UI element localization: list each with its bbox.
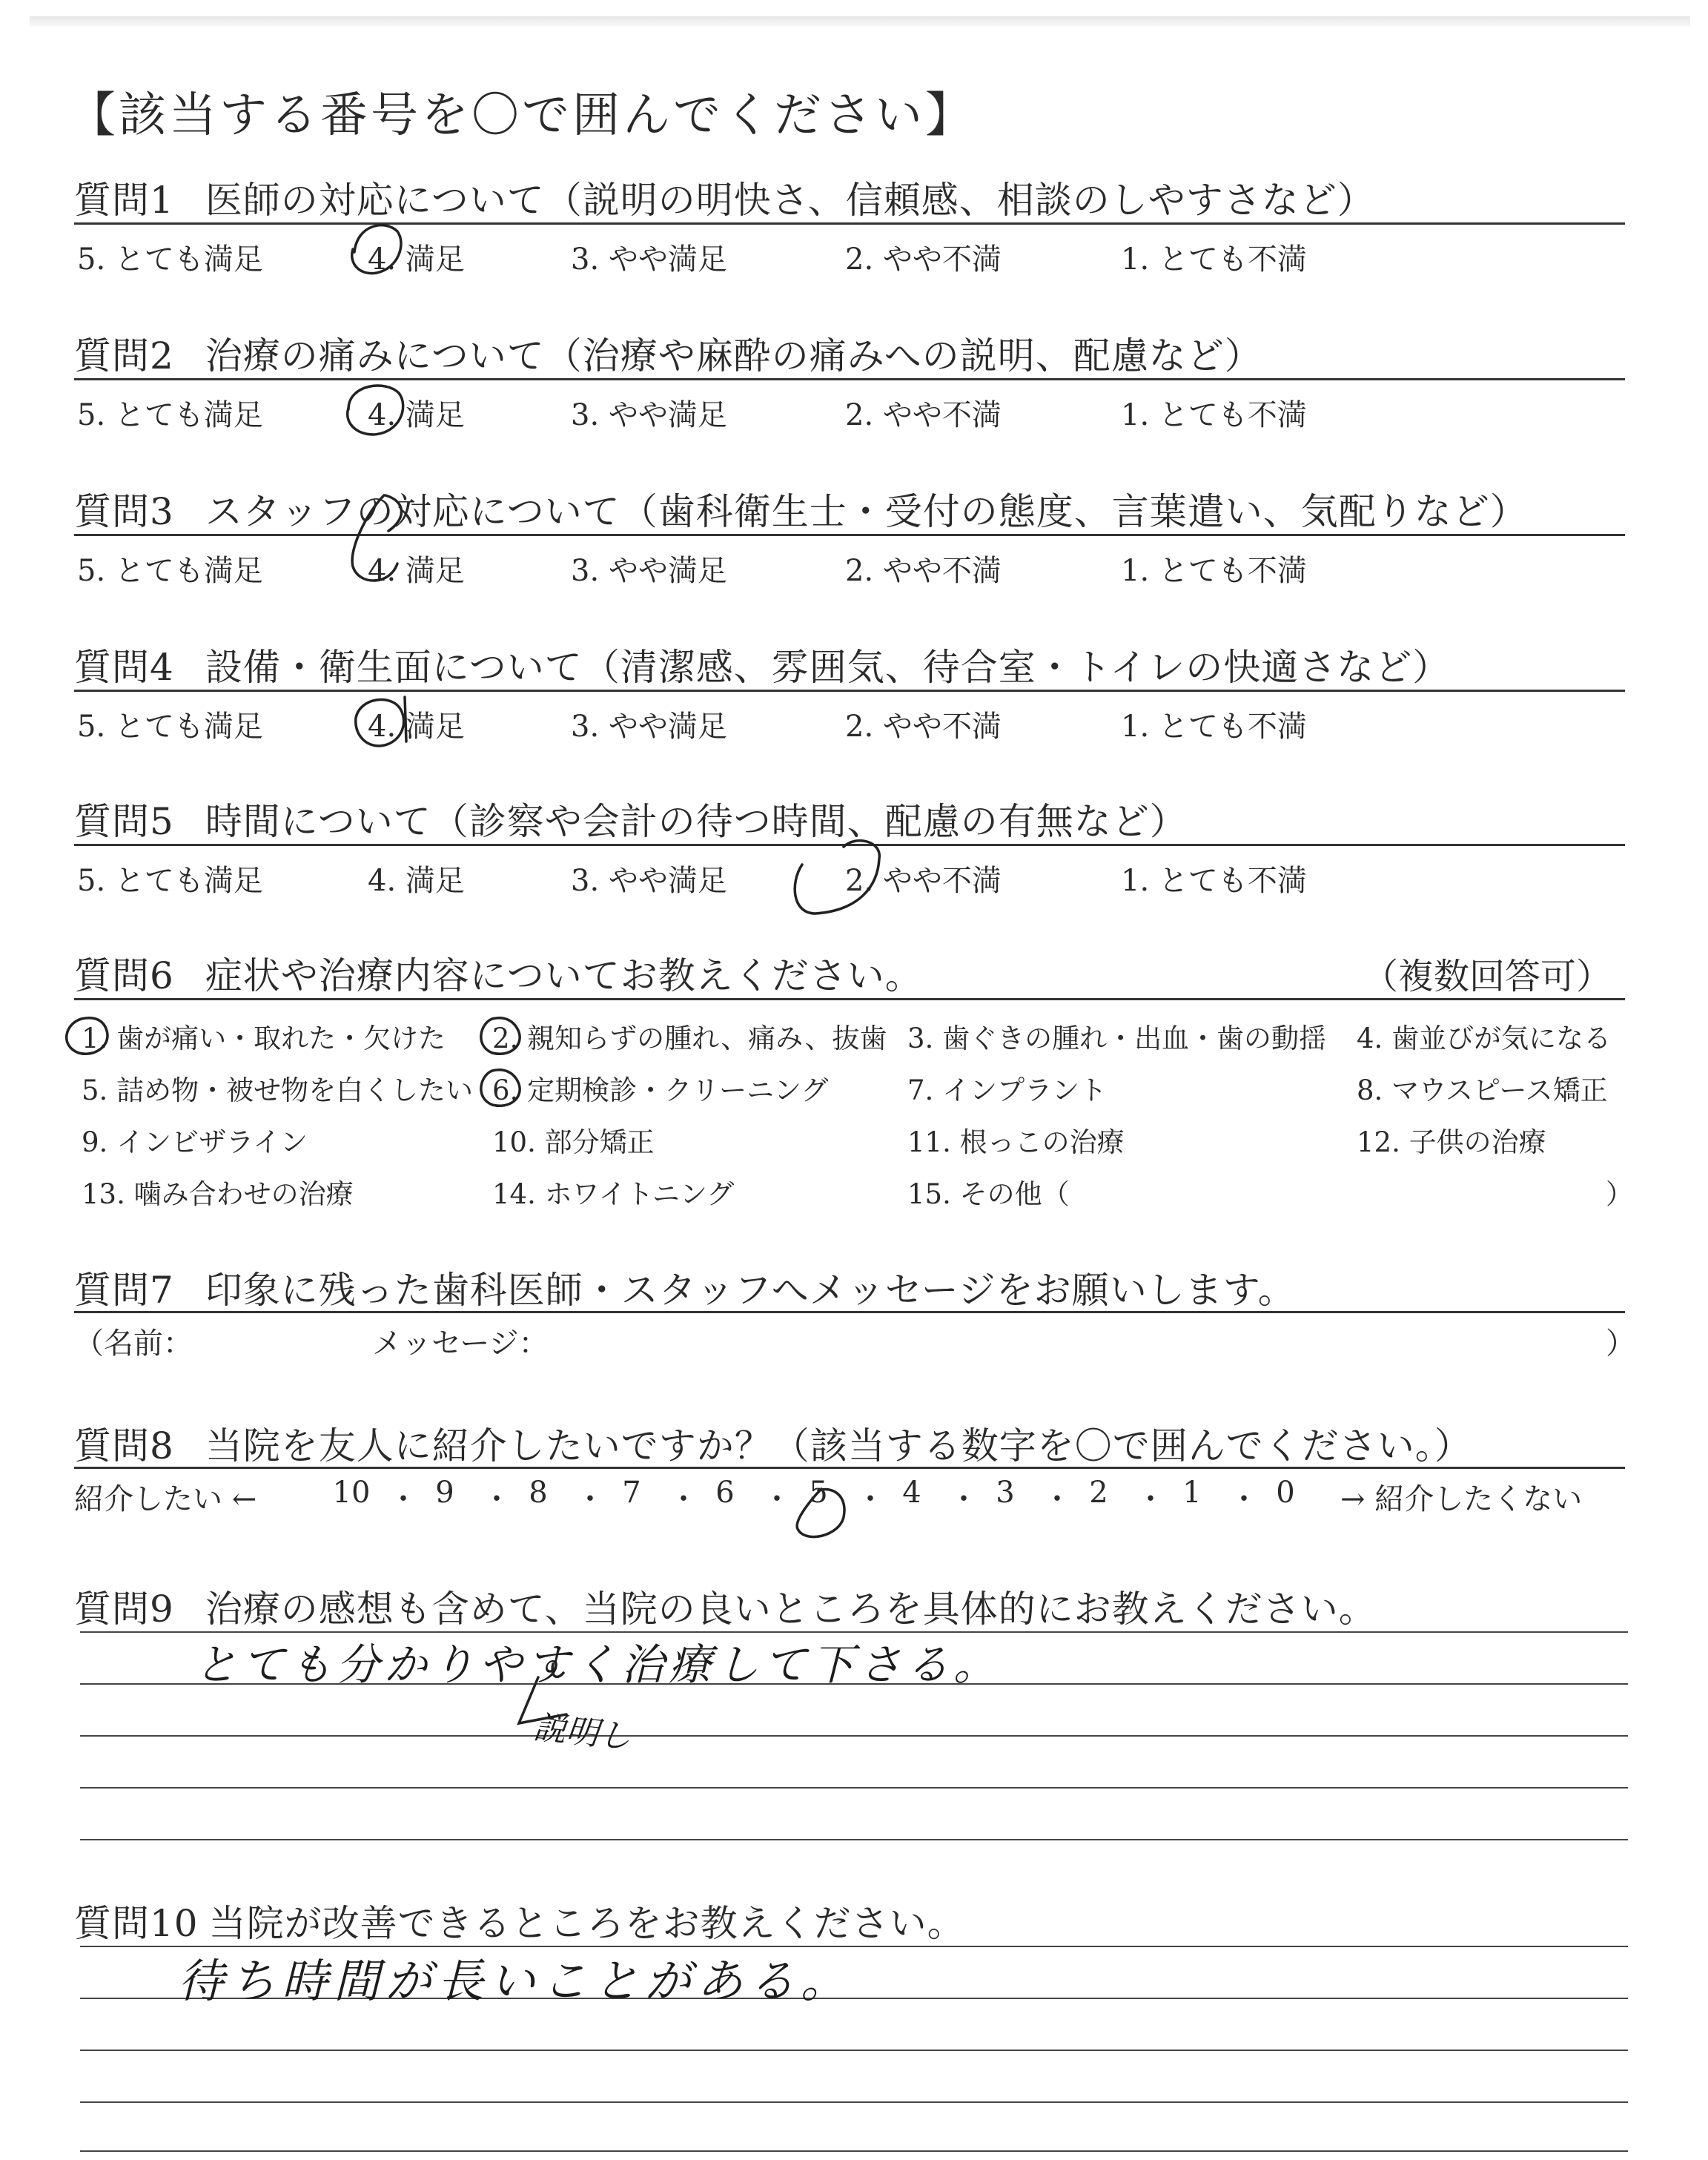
question-number: 質問8 xyxy=(74,1424,174,1467)
scale-separator-dot: ・ xyxy=(855,1482,885,1516)
scale-value-6[interactable]: 6 xyxy=(715,1476,735,1510)
scale-value-5[interactable]: 5 xyxy=(809,1476,828,1510)
q6-option-6[interactable]: 6. 定期検診・クリーニング xyxy=(492,1074,829,1106)
scale-separator-dot: ・ xyxy=(388,1482,418,1516)
q6-option-14[interactable]: 14. ホワイトニング xyxy=(492,1178,735,1210)
message-label: メッセージ： xyxy=(372,1327,549,1361)
q5-option-4[interactable]: 4. 満足 xyxy=(368,864,465,898)
multiple-answer-note: （複数回答可） xyxy=(1363,956,1612,997)
q6-option-5[interactable]: 5. 詰め物・被せ物を白くしたい xyxy=(82,1074,474,1106)
answer-line xyxy=(80,1839,1628,1840)
answer-line xyxy=(80,1787,1628,1789)
q6-option-10[interactable]: 10. 部分矯正 xyxy=(492,1126,655,1158)
q6-option-2[interactable]: 2. 親知らずの腫れ、痛み、抜歯 xyxy=(492,1023,887,1054)
q4-option-2[interactable]: 2. やや不満 xyxy=(845,710,1002,744)
q6-option-4[interactable]: 4. 歯並びが気になる xyxy=(1357,1023,1612,1054)
question-text: 印象に残った歯科医師・スタッフへメッセージをお願いします。 xyxy=(205,1269,1296,1312)
question-number: 質問1 xyxy=(74,179,174,222)
answer-line xyxy=(80,2150,1628,2152)
question-text: 医師の対応について（説明の明快さ、信頼感、相談のしやすさなど） xyxy=(205,179,1375,222)
question-8 xyxy=(74,1416,1472,1470)
question-number: 質問3 xyxy=(74,490,174,533)
scale-separator-dot: ・ xyxy=(1136,1482,1165,1516)
scale-separator-dot: ・ xyxy=(1042,1482,1072,1516)
scale-value-2[interactable]: 2 xyxy=(1089,1476,1108,1510)
question-text: 設備・衛生面について（清潔感、雰囲気、待合室・トイレの快適さなど） xyxy=(205,646,1451,689)
scale-value-9[interactable]: 9 xyxy=(435,1476,454,1510)
q6-option-7[interactable]: 7. インプラント xyxy=(907,1074,1108,1106)
q5-option-3[interactable]: 3. やや満足 xyxy=(571,864,727,898)
q3-option-3[interactable]: 3. やや満足 xyxy=(571,554,727,588)
recommend-label: 紹介したい ← xyxy=(74,1482,257,1516)
question-5 xyxy=(74,792,1188,845)
scale-value-3[interactable]: 3 xyxy=(996,1476,1015,1510)
question-number: 質問9 xyxy=(74,1588,174,1631)
scale-separator-dot: ・ xyxy=(1229,1482,1259,1516)
scale-value-0[interactable]: 0 xyxy=(1276,1476,1295,1510)
rule xyxy=(74,844,1625,846)
name-label: （名前： xyxy=(74,1327,193,1361)
question-number: 質問2 xyxy=(74,334,174,377)
scale-value-4[interactable]: 4 xyxy=(902,1476,921,1510)
scale-value-1[interactable]: 1 xyxy=(1182,1476,1202,1510)
message-close: ） xyxy=(1606,1327,1635,1361)
scale-value-10[interactable]: 10 xyxy=(332,1476,371,1510)
question-2 xyxy=(74,326,1262,380)
q6-option-1[interactable]: 1. 歯が痛い・取れた・欠けた xyxy=(82,1023,446,1054)
scan-edge xyxy=(30,16,1690,27)
q6-option-13[interactable]: 13. 噛み合わせの治療 xyxy=(82,1178,354,1210)
q2-option-3[interactable]: 3. やや満足 xyxy=(571,398,727,432)
q4-option-1[interactable]: 1. とても不満 xyxy=(1121,710,1307,744)
rule xyxy=(74,690,1625,692)
answer-line xyxy=(80,1735,1628,1737)
question-6 xyxy=(74,946,923,1000)
rule xyxy=(74,998,1625,1000)
q1-option-2[interactable]: 2. やや不満 xyxy=(845,242,1002,277)
q6-other-close: ） xyxy=(1606,1178,1633,1210)
q2-option-2[interactable]: 2. やや不満 xyxy=(845,398,1002,432)
question-text: 時間について（診察や会計の待つ時間、配慮の有無など） xyxy=(205,800,1188,843)
q2-option-1[interactable]: 1. とても不満 xyxy=(1121,398,1307,432)
question-number: 質問7 xyxy=(74,1269,174,1312)
scale-separator-dot: ・ xyxy=(949,1482,979,1516)
question-number: 質問5 xyxy=(74,800,174,843)
question-number: 質問10 xyxy=(74,1902,199,1945)
q2-option-5[interactable]: 5. とても満足 xyxy=(77,398,263,432)
q3-option-5[interactable]: 5. とても満足 xyxy=(77,554,263,588)
scale-separator-dot: ・ xyxy=(762,1482,792,1516)
question-number: 質問6 xyxy=(74,954,174,997)
q2-option-4[interactable]: 4. 満足 xyxy=(368,398,465,432)
q3-option-4[interactable]: 4. 満足 xyxy=(368,554,465,588)
question-text: 症状や治療内容についてお教えください。 xyxy=(205,954,923,997)
rule xyxy=(74,1311,1625,1313)
rule xyxy=(74,222,1625,225)
q1-option-4[interactable]: 4. 満足 xyxy=(368,242,465,277)
rule xyxy=(74,378,1625,380)
question-7 xyxy=(74,1261,1296,1314)
q5-option-1[interactable]: 1. とても不満 xyxy=(1121,864,1307,898)
q10-handwritten-answer: 待ち時間が長いことがある。 xyxy=(178,1954,853,2008)
q6-option-3[interactable]: 3. 歯ぐきの腫れ・出血・歯の動揺 xyxy=(907,1023,1327,1054)
q5-option-2[interactable]: 2. やや不満 xyxy=(845,864,1002,898)
q9-handwritten-answer: とても分かりやすく治療して下さる。 xyxy=(194,1639,1002,1690)
q3-option-1[interactable]: 1. とても不満 xyxy=(1121,554,1307,588)
q6-option-12[interactable]: 12. 子供の治療 xyxy=(1357,1126,1546,1158)
question-9 xyxy=(74,1579,1377,1633)
question-text: 当院を友人に紹介したいですか？（該当する数字を〇で囲んでください。） xyxy=(205,1424,1472,1467)
q6-option-11[interactable]: 11. 根っこの治療 xyxy=(907,1126,1125,1158)
q3-option-2[interactable]: 2. やや不満 xyxy=(845,554,1002,588)
question-1 xyxy=(74,171,1375,224)
q1-option-3[interactable]: 3. やや満足 xyxy=(571,242,727,277)
q6-option-8[interactable]: 8. マウスピース矯正 xyxy=(1357,1074,1608,1106)
question-text: 治療の感想も含めて、当院の良いところを具体的にお教えください。 xyxy=(205,1588,1377,1631)
answer-line xyxy=(80,2050,1628,2051)
not-recommend-label: → 紹介したくない xyxy=(1340,1482,1583,1516)
scale-separator-dot: ・ xyxy=(482,1482,512,1516)
q5-option-5[interactable]: 5. とても満足 xyxy=(77,864,263,898)
q4-option-5[interactable]: 5. とても満足 xyxy=(77,710,263,744)
answer-line xyxy=(80,2101,1628,2103)
q4-option-3[interactable]: 3. やや満足 xyxy=(571,710,727,744)
scale-separator-dot: ・ xyxy=(575,1482,605,1516)
q6-option-9[interactable]: 9. インビザライン xyxy=(82,1126,308,1158)
q9-handwritten-insert: 説明し xyxy=(532,1708,633,1757)
scale-value-7[interactable]: 7 xyxy=(622,1476,641,1510)
question-number: 質問4 xyxy=(74,646,174,689)
question-text: 当院が改善できるところをお教えください。 xyxy=(208,1902,965,1945)
question-10 xyxy=(74,1894,965,1947)
rule xyxy=(74,1467,1625,1469)
instruction-header: 【該当する番号を〇で囲んでください】 xyxy=(68,88,976,143)
q6-option-15[interactable]: 15. その他（ xyxy=(907,1178,1070,1210)
question-text: 治療の痛みについて（治療や麻酔の痛みへの説明、配慮など） xyxy=(205,334,1262,377)
q1-option-5[interactable]: 5. とても満足 xyxy=(77,242,263,277)
scale-separator-dot: ・ xyxy=(669,1482,698,1516)
question-text: スタッフの対応について（歯科衛生士・受付の態度、言葉遣い、気配りなど） xyxy=(205,490,1528,533)
rule xyxy=(74,534,1625,536)
question-3 xyxy=(74,482,1528,535)
q1-option-1[interactable]: 1. とても不満 xyxy=(1121,242,1307,277)
scale-value-8[interactable]: 8 xyxy=(529,1476,548,1510)
q4-option-4[interactable]: 4. 満足 xyxy=(368,710,465,744)
question-4 xyxy=(74,638,1450,691)
